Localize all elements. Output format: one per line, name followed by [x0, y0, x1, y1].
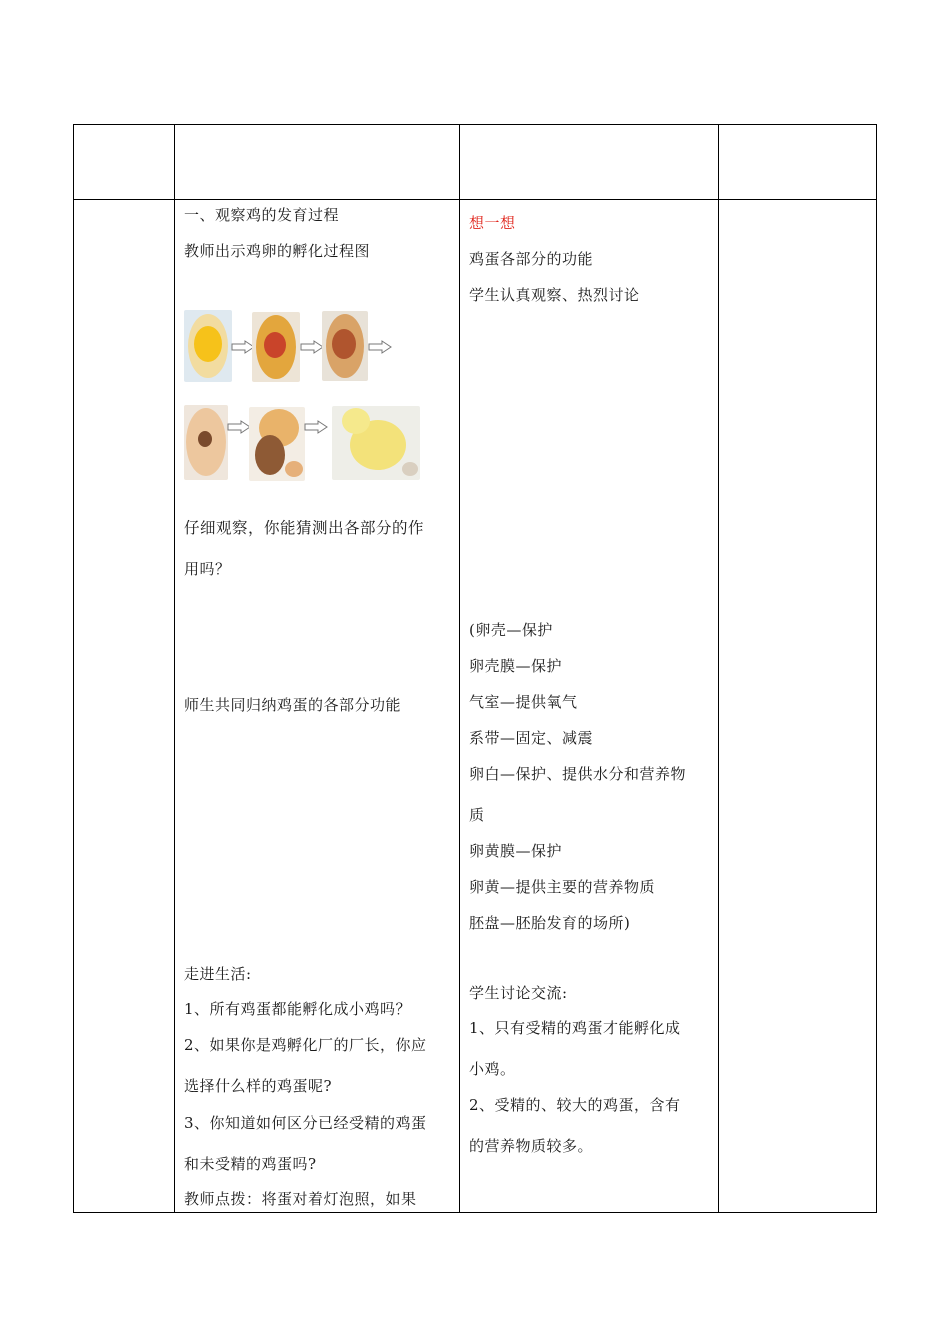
chick-hatching-image	[249, 407, 305, 481]
table-top-border	[73, 124, 877, 125]
answer-2-line2: 的营养物质较多。	[469, 1137, 594, 1155]
function-item-5-line1: 卵白—保护、提供水分和营养物	[469, 765, 687, 783]
chick-image	[332, 406, 420, 480]
arrow-right-icon	[368, 340, 392, 354]
egg-stage-2-image	[252, 312, 300, 382]
observe-question-line2: 用吗？	[184, 560, 231, 578]
function-item-2: 卵壳膜—保护	[469, 657, 563, 675]
arrow-right-icon	[304, 420, 328, 434]
function-item-6: 卵黄膜—保护	[469, 842, 563, 860]
egg-stage-1-image	[184, 310, 232, 382]
table-bottom-border	[73, 1212, 877, 1213]
arrow-right-icon	[227, 420, 251, 434]
table-col-divider-2	[459, 124, 460, 1213]
egg-function-text: 鸡蛋各部分的功能	[469, 250, 594, 268]
think-label: 想一想	[469, 214, 516, 232]
section-heading: 一、观察鸡的发育过程	[184, 206, 340, 224]
answer-1-line2: 小鸡。	[469, 1060, 516, 1078]
life-question-3-line1: 3、你知道如何区分已经受精的鸡蛋	[184, 1114, 427, 1132]
egg-stage-4-image	[184, 405, 228, 480]
summarize-text: 师生共同归纳鸡蛋的各部分功能	[184, 696, 402, 714]
function-item-8: 胚盘—胚胎发育的场所)	[469, 914, 631, 932]
answer-1-line1: 1、只有受精的鸡蛋才能孵化成	[469, 1019, 681, 1037]
arrow-right-icon	[300, 340, 324, 354]
life-question-2-line1: 2、如果你是鸡孵化厂的厂长，你应	[184, 1036, 427, 1054]
function-item-4: 系带—固定、减震	[469, 729, 594, 747]
life-question-1: 1、所有鸡蛋都能孵化成小鸡吗？	[184, 1000, 412, 1018]
life-question-3-line2: 和未受精的鸡蛋吗?	[184, 1155, 317, 1173]
table-left-border	[73, 124, 74, 1213]
answer-2-line1: 2、受精的、较大的鸡蛋，含有	[469, 1096, 681, 1114]
teacher-show-text: 教师出示鸡卵的孵化过程图	[184, 242, 371, 260]
function-item-5-line2: 质	[469, 806, 485, 824]
life-section-title: 走进生活:	[184, 965, 252, 983]
egg-stage-3-image	[322, 311, 368, 381]
life-question-2-line2: 选择什么样的鸡蛋呢?	[184, 1077, 333, 1095]
function-item-7: 卵黄—提供主要的营养物质	[469, 878, 656, 896]
function-item-3: 气室—提供氧气	[469, 693, 578, 711]
observe-question-line1: 仔细观察，你能猜测出各部分的作	[184, 519, 425, 537]
table-right-border	[876, 124, 877, 1213]
function-item-1: (卵壳—保护	[469, 621, 553, 639]
table-col-divider-3	[718, 124, 719, 1213]
table-col-divider-1	[174, 124, 175, 1213]
teacher-tip-text: 教师点拨：将蛋对着灯泡照，如果	[184, 1190, 417, 1208]
table-header-divider	[73, 199, 877, 200]
student-discuss-text: 学生认真观察、热烈讨论	[469, 286, 640, 304]
student-exchange-title: 学生讨论交流:	[469, 984, 568, 1002]
